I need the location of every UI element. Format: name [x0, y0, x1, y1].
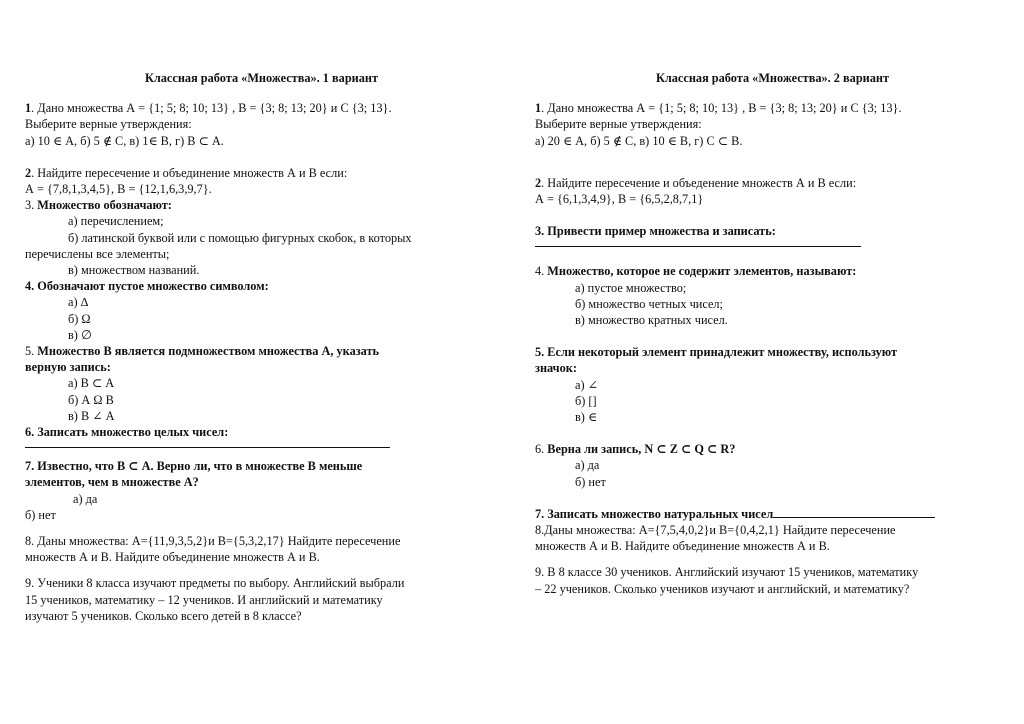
v1-q1-number: 1 — [25, 101, 32, 116]
v1-q5-option-c: в) В ∠ А — [68, 408, 115, 423]
v2-q2-line2: А = {6,1,3,4,9}, В = {6,5,2,8,7,1} — [535, 192, 704, 207]
v2-q2-number: 2 — [535, 175, 542, 190]
v1-q7-title2: элементов, чем в множестве А? — [25, 475, 199, 490]
v1-q9-line3: изучают 5 учеников. Сколько всего детей в 8 классе? — [25, 608, 302, 623]
v1-q4-option-a: а) ∆ — [68, 295, 89, 310]
v2-q4-option-b: б) множество четных чисел; — [575, 296, 723, 311]
v1-q3-title: 3. Множество обозначают: — [25, 198, 172, 213]
v1-q1-line1: 1. Дано множества А = {1; 5; 8; 10; 13} , В = {3; 8; 13; 20} и С {3; 13}. — [25, 101, 392, 116]
v2-q5-title1: 5. Если некоторый элемент принадлежит множеству, используют — [535, 345, 898, 360]
v1-q4-option-b: б) Ω — [68, 311, 91, 326]
v1-q8-line1: 8. Даны множества: А={11,9,3,5,2}и В={5,3,2,17} Найдите пересечение — [25, 534, 401, 549]
v1-q5-option-a: а) В ⊂ А — [68, 376, 115, 391]
v2-q5-title2: значок: — [535, 361, 577, 376]
v2-q1-line1: 1. Дано множества А = {1; 5; 8; 10; 13} , В = {3; 8; 13; 20} и С {3; 13}. — [535, 101, 902, 116]
v1-q4-option-c: в) ∅ — [68, 327, 92, 342]
variant-2-column — [535, 70, 1000, 597]
v1-q7-option-b: б) нет — [25, 507, 56, 522]
v1-q7-option-a: а) да — [73, 491, 98, 506]
v1-q3-option-b1: б) латинской буквой или с помощью фигурных скобок, в которых — [68, 230, 412, 245]
v2-q8-line1: 8.Даны множества: А={7,5,4,0,2}и В={0,4,2,1} Найдите пересечение — [535, 523, 896, 538]
v1-q1-line2: Выберите верные утверждения: — [25, 117, 192, 132]
v2-q7-title: 7. Записать множество натуральных чисел — [535, 506, 1000, 522]
v1-q5-title1: 5. Множество В является подмножеством множества А, указать — [25, 344, 380, 359]
v2-q9-line2: – 22 учеников. Сколько учеников изучают и английский, и математику? — [535, 581, 910, 596]
v2-q7-answer-line — [773, 506, 935, 518]
v1-q1-options: а) 10 ∈ А, б) 5 ∉ С, в) 1∈ В, г) В ⊂ А. — [25, 133, 224, 148]
variant-2-title: Классная работа «Множества». 2 вариант — [655, 71, 890, 85]
v2-q5-option-a: а) ∠ — [575, 377, 598, 392]
v2-q4-option-c: в) множество кратных чисел. — [575, 313, 728, 328]
v2-q6-option-b: б) нет — [575, 474, 606, 489]
v1-q5-title2: верную запись: — [25, 360, 111, 375]
v1-q8-line2: множеств А и В. Найдите объединение множеств А и В. — [25, 550, 320, 565]
variant-1-column — [25, 70, 490, 624]
v2-q8-line2: множеств А и В. Найдите объединение множеств А и В. — [535, 539, 830, 554]
v1-q3-option-c: в) множеством названий. — [68, 263, 200, 278]
variant-1-title: Классная работа «Множества». 1 вариант — [144, 71, 379, 85]
v1-q3-option-b2: перечислены все элементы; — [25, 246, 170, 261]
v1-q4-title: 4. Обозначают пустое множество символом: — [25, 279, 269, 294]
v1-q2-line1: 2. Найдите пересечение и объединение множеств А и В если: — [25, 165, 348, 180]
v1-q5-option-b: б) А Ω В — [68, 392, 114, 407]
v2-q9-line1: 9. В 8 классе 30 учеников. Английский изучают 15 учеников, математику — [535, 565, 919, 580]
v2-q6-option-a: а) да — [575, 458, 600, 473]
v1-q3-option-a: а) перечислением; — [68, 214, 164, 229]
v1-q6-title: 6. Записать множество целых чисел: — [25, 425, 229, 440]
v1-q2-line2: А = {7,8,1,3,4,5}, В = {12,1,6,3,9,7}. — [25, 182, 212, 197]
v2-q5-option-b: б) [] — [575, 393, 597, 408]
v1-q2-number: 2 — [25, 165, 32, 180]
v2-q4-title: 4. Множество, которое не содержит элементов, называют: — [535, 264, 857, 279]
v2-q4-option-a: а) пустое множество; — [575, 280, 687, 295]
v2-q1-line2: Выберите верные утверждения: — [535, 117, 702, 132]
v2-q1-number: 1 — [535, 101, 542, 116]
v1-q9-line2: 15 учеников, математику – 12 учеников. И английский и математику — [25, 592, 383, 607]
v1-q7-title1: 7. Известно, что В ⊂ А. Верно ли, что в множестве В меньше — [25, 459, 363, 474]
v2-q1-options: а) 20 ∈ А, б) 5 ∉ С, в) 10 ∈ В, г) С ⊂ В. — [535, 133, 743, 148]
v2-q3-title: 3. Привести пример множества и записать: — [535, 224, 776, 239]
v2-q6-title: 6. Верна ли запись, N ⊂ Z ⊂ Q ⊂ R? — [535, 442, 736, 457]
v2-q5-option-c: в) ∈ — [575, 410, 598, 425]
v1-q9-line1: 9. Ученики 8 класса изучают предметы по выбору. Английский выбрали — [25, 576, 405, 591]
v2-q2-line1: 2. Найдите пересечение и объеденение множеств А и В если: — [535, 175, 857, 190]
